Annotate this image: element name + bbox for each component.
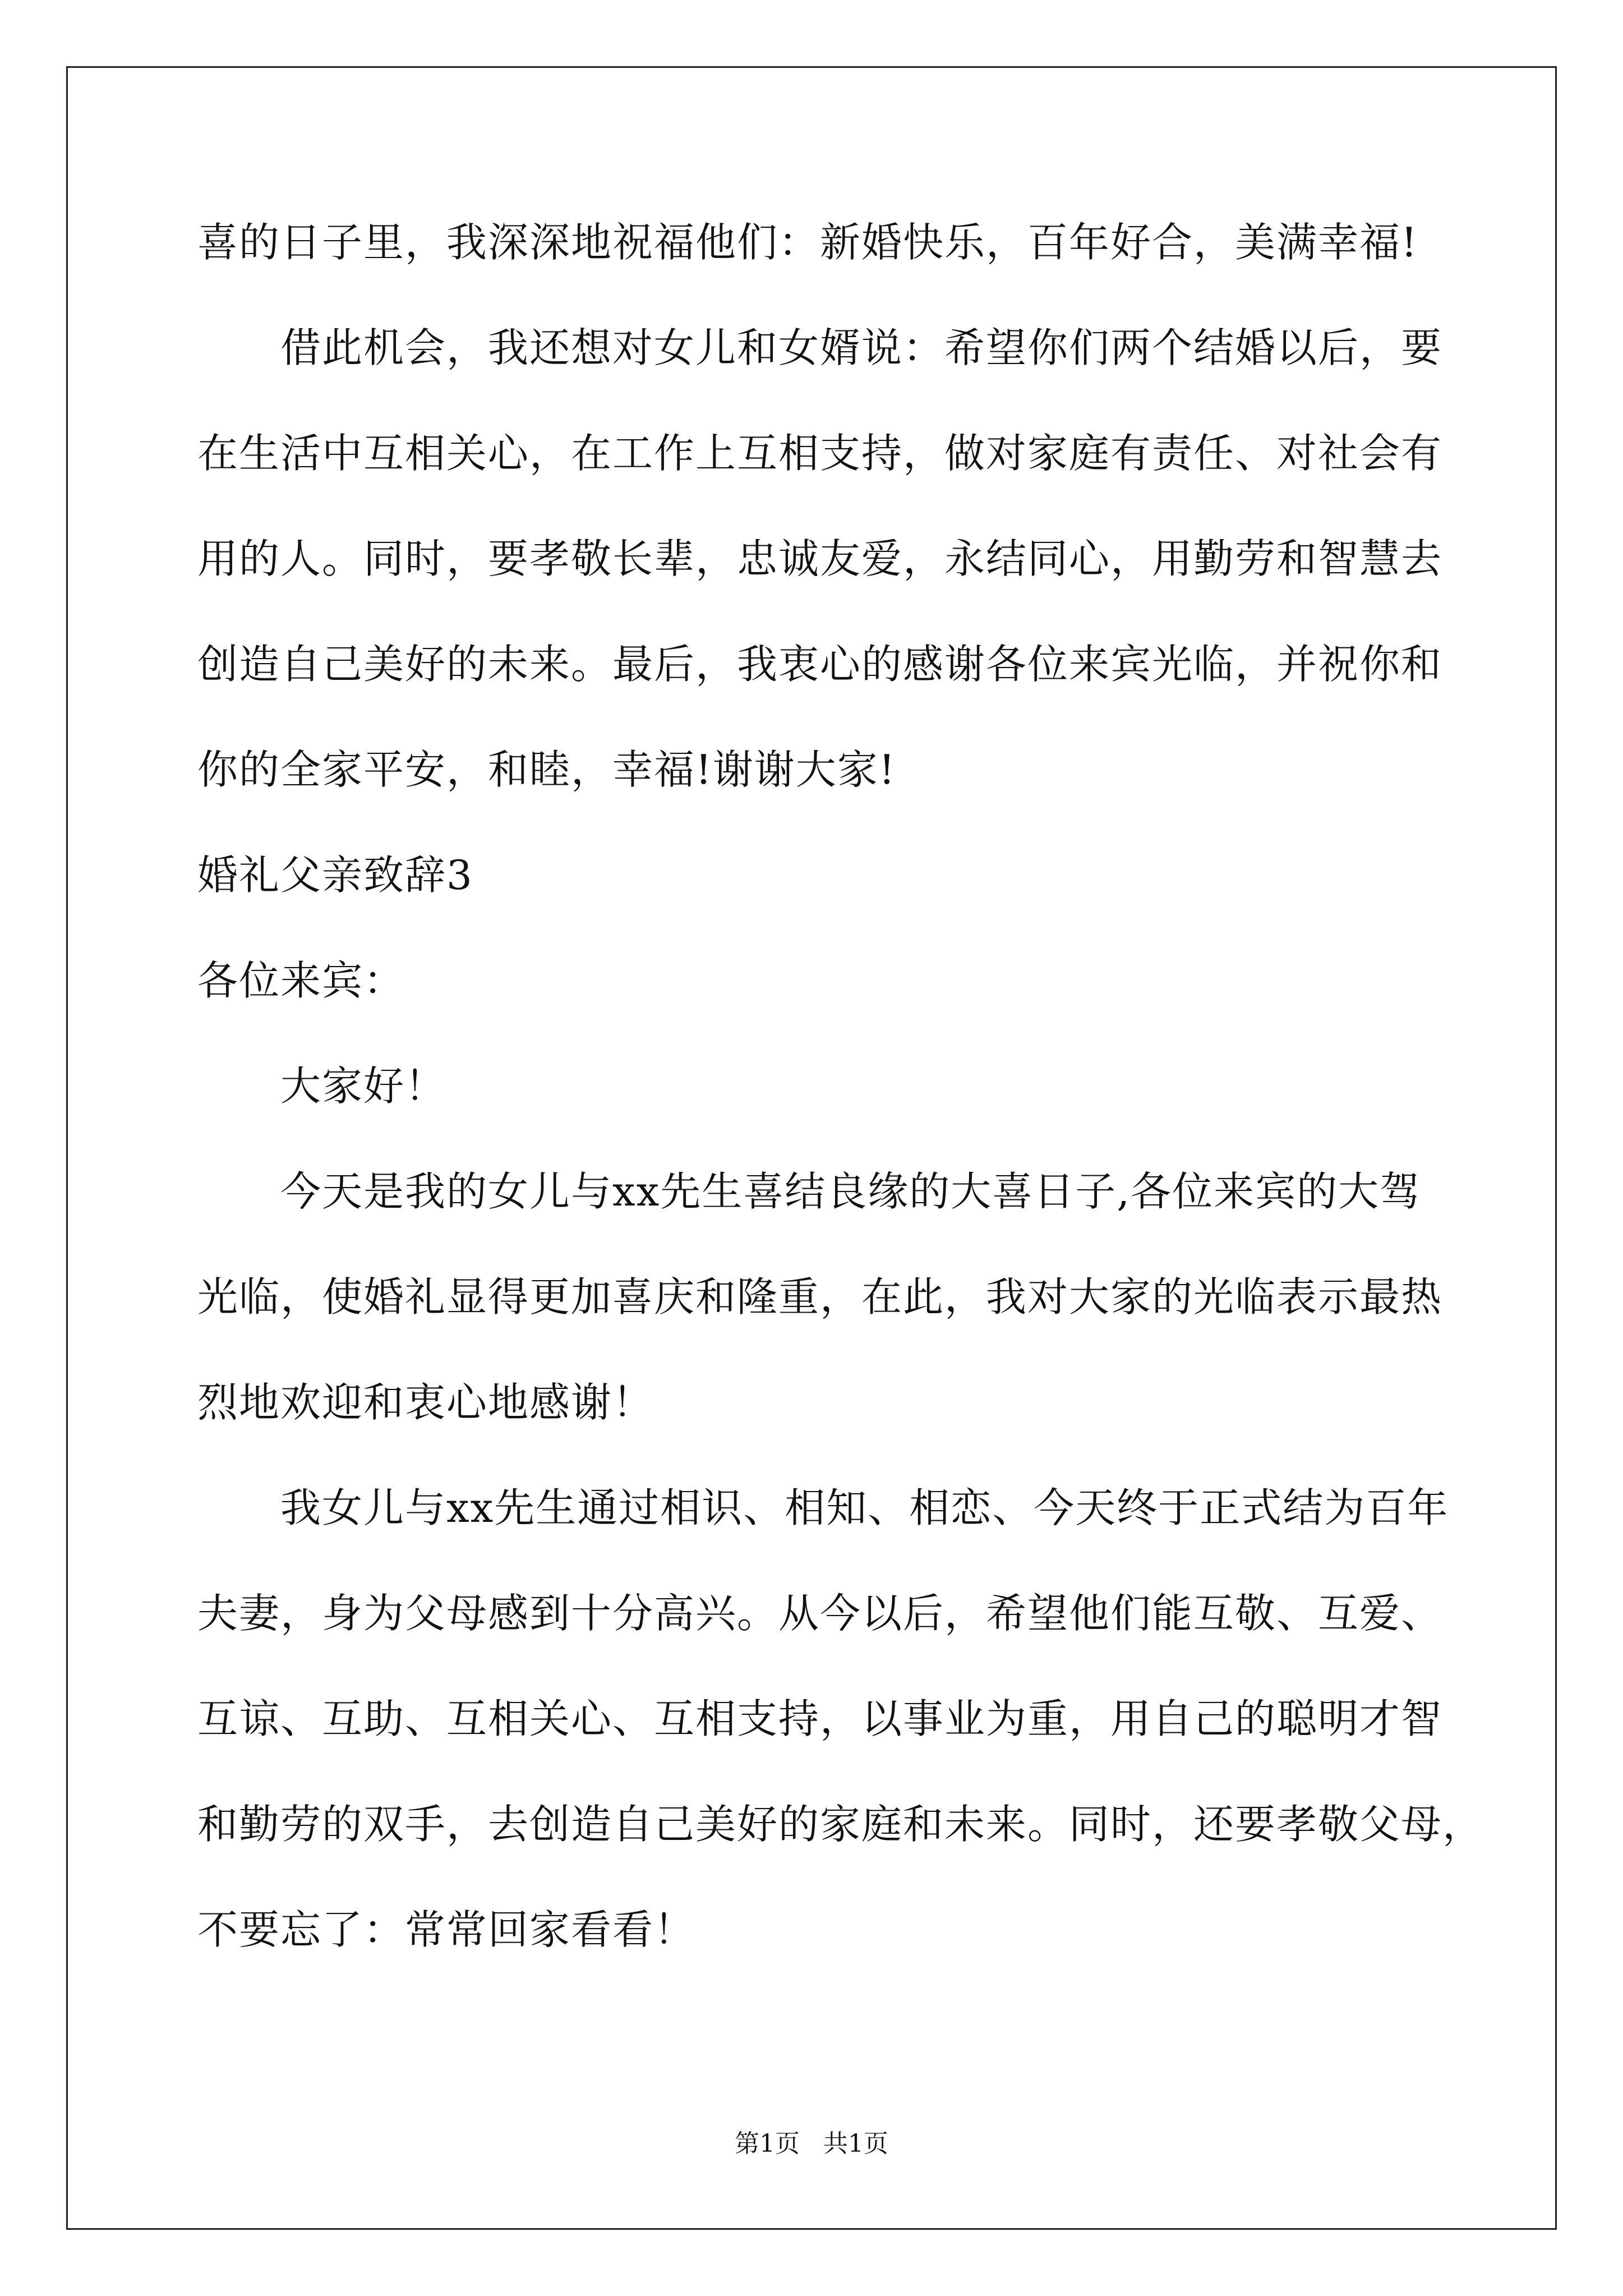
text-line: 借此机会，我还想对女儿和女婿说：希望你们两个结婚以后，要 bbox=[280, 324, 1443, 371]
text-line: 夫妻，身为父母感到十分高兴。从今以后，希望他们能互敬、互爱、 bbox=[197, 1590, 1443, 1637]
text-line: 你的全家平安，和睦，幸福!谢谢大家! bbox=[197, 746, 896, 793]
text-line: 今天是我的女儿与xx先生喜结良缘的大喜日子,各位来宾的大驾 bbox=[280, 1168, 1422, 1215]
text-line: 光临，使婚礼显得更加喜庆和隆重，在此，我对大家的光临表示最热 bbox=[197, 1273, 1443, 1320]
page-number: 第1页 共1页 bbox=[735, 2129, 888, 2158]
salutation: 各位来宾： bbox=[197, 957, 405, 1004]
text-line: 我女儿与xx先生通过相识、相知、相恋、今天终于正式结为百年 bbox=[280, 1484, 1449, 1531]
text-line: 不要忘了：常常回家看看！ bbox=[197, 1906, 696, 1953]
text-line: 烈地欢迎和衷心地感谢！ bbox=[197, 1379, 654, 1426]
text-line: 喜的日子里，我深深地祝福他们：新婚快乐，百年好合，美满幸福! bbox=[197, 219, 1418, 266]
section-heading: 婚礼父亲致辞3 bbox=[197, 852, 473, 899]
text-line: 用的人。同时，要孝敬长辈，忠诚友爱，永结同心，用勤劳和智慧去 bbox=[197, 535, 1443, 582]
text-line: 创造自己美好的未来。最后，我衷心的感谢各位来宾光临，并祝你和 bbox=[197, 641, 1443, 688]
text-line: 互谅、互助、互相关心、互相支持，以事业为重，用自己的聪明才智 bbox=[197, 1695, 1443, 1742]
greeting: 大家好！ bbox=[280, 1062, 447, 1110]
text-line: 在生活中互相关心，在工作上互相支持，做对家庭有责任、对社会有 bbox=[197, 430, 1443, 477]
text-line: 和勤劳的双手，去创造自己美好的家庭和未来。同时，还要孝敬父母， bbox=[197, 1801, 1484, 1848]
